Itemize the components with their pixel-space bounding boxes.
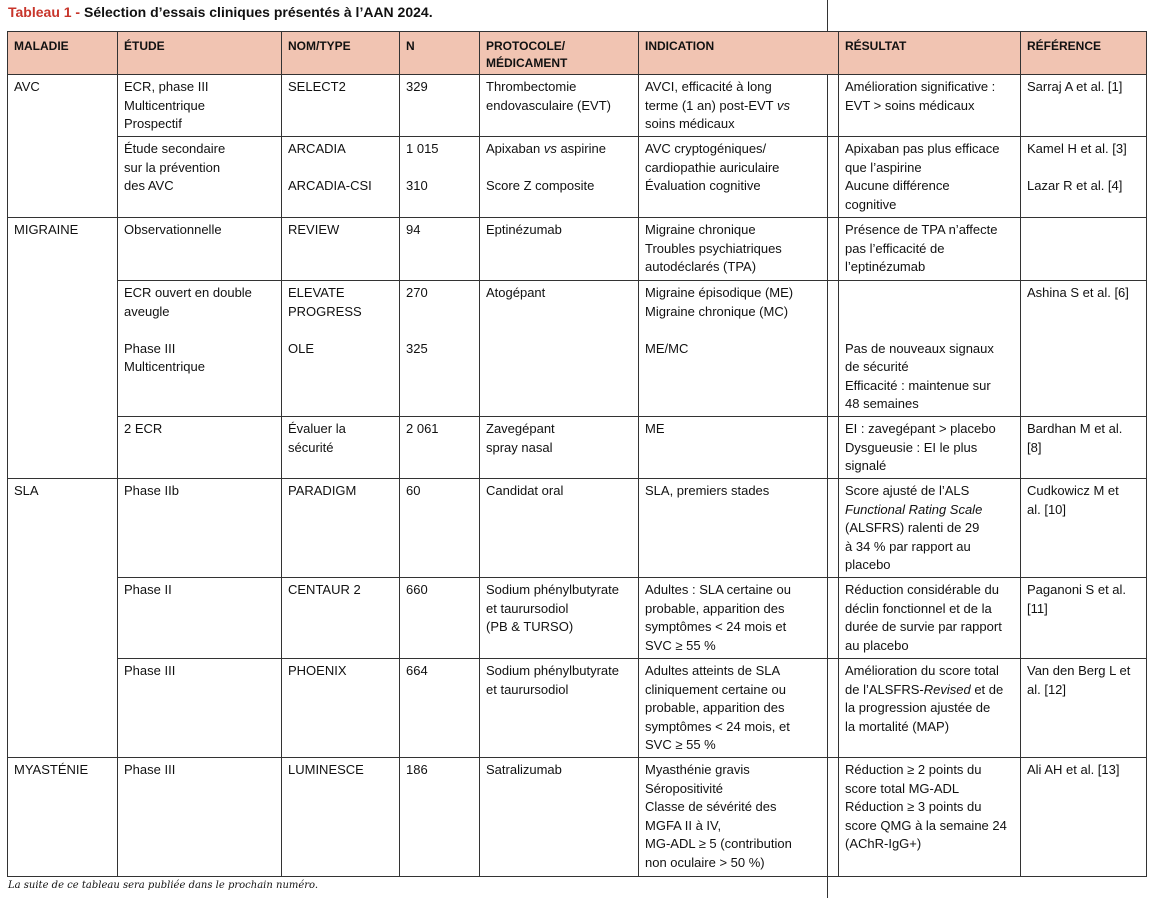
cell-protocole: Thrombectomie endovasculaire (EVT) bbox=[480, 75, 639, 137]
table-row bbox=[8, 137, 1147, 218]
cell-n: 270 325 bbox=[400, 281, 480, 417]
cell-resultat: EI : zavegépant > placebo Dysgueusie : EI le plus signalé bbox=[839, 417, 1021, 479]
cell-reference: Cudkowicz M et al. [10] bbox=[1021, 479, 1147, 578]
table-row bbox=[8, 659, 1147, 758]
header-protocole: PROTOCOLE/ MÉDICAMENT bbox=[480, 32, 639, 75]
header-etude: ÉTUDE bbox=[118, 32, 282, 75]
header-n: N bbox=[400, 32, 480, 75]
table-row bbox=[8, 75, 1147, 137]
cell-resultat: Amélioration significative : EVT > soins médicaux bbox=[839, 75, 1021, 137]
cell-nom: Évaluer la sécurité bbox=[282, 417, 400, 479]
table-title-text: Sélection d’essais cliniques présentés à l’AAN 2024. bbox=[83, 4, 433, 20]
cell-maladie: MIGRAINE bbox=[8, 218, 118, 479]
table-title-lead: Tableau 1 - bbox=[8, 4, 84, 20]
cell-protocole: Sodium phénylbutyrate et taurursodiol (PB & TURSO) bbox=[480, 578, 639, 659]
table-title bbox=[8, 4, 433, 20]
cell-etude: Phase III bbox=[118, 659, 282, 758]
cell-reference: Ali AH et al. [13] bbox=[1021, 758, 1147, 877]
cell-reference: Paganoni S et al. [11] bbox=[1021, 578, 1147, 659]
cell-indication: Myasthénie gravis Séropositivité Classe de sévérité des MGFA II à IV, MG-ADL ≥ 5 (contribution non oculaire > 50 %) bbox=[639, 758, 839, 877]
cell-etude: Phase II bbox=[118, 578, 282, 659]
cell-etude: Phase IIb bbox=[118, 479, 282, 578]
header-nom-type: NOM/TYPE bbox=[282, 32, 400, 75]
cell-reference: Sarraj A et al. [1] bbox=[1021, 75, 1147, 137]
cell-indication: Migraine chronique Troubles psychiatriques autodéclarés (TPA) bbox=[639, 218, 839, 281]
cell-nom: ARCADIA ARCADIA-CSI bbox=[282, 137, 400, 218]
cell-n: 1 015 310 bbox=[400, 137, 480, 218]
cell-n: 2 061 bbox=[400, 417, 480, 479]
cell-protocole: Eptinézumab bbox=[480, 218, 639, 281]
cell-resultat: Réduction considérable du déclin fonctionnel et de la durée de survie par rapport au placebo bbox=[839, 578, 1021, 659]
cell-nom: CENTAUR 2 bbox=[282, 578, 400, 659]
table-row bbox=[8, 758, 1147, 877]
header-row bbox=[8, 32, 1147, 75]
table-row bbox=[8, 479, 1147, 578]
cell-n: 329 bbox=[400, 75, 480, 137]
cell-protocole: Candidat oral bbox=[480, 479, 639, 578]
cell-indication: Adultes : SLA certaine ou probable, apparition des symptômes < 24 mois et SVC ≥ 55 % bbox=[639, 578, 839, 659]
cell-protocole: Satralizumab bbox=[480, 758, 639, 877]
table-row bbox=[8, 281, 1147, 417]
cell-indication: AVC cryptogéniques/ cardiopathie auriculaire Évaluation cognitive bbox=[639, 137, 839, 218]
cell-etude: Phase III bbox=[118, 758, 282, 877]
cell-n: 664 bbox=[400, 659, 480, 758]
cell-protocole: Atogépant bbox=[480, 281, 639, 417]
cell-n: 94 bbox=[400, 218, 480, 281]
table-row bbox=[8, 578, 1147, 659]
header-indication: INDICATION bbox=[639, 32, 839, 75]
header-resultat: RÉSULTAT bbox=[839, 32, 1021, 75]
cell-nom: SELECT2 bbox=[282, 75, 400, 137]
cell-nom: REVIEW bbox=[282, 218, 400, 281]
cell-nom: LUMINESCE bbox=[282, 758, 400, 877]
cell-protocole: Sodium phénylbutyrate et taurursodiol bbox=[480, 659, 639, 758]
cell-resultat: Pas de nouveaux signaux de sécurité Efficacité : maintenue sur 48 semaines bbox=[839, 281, 1021, 417]
cell-protocole: Zavegépant spray nasal bbox=[480, 417, 639, 479]
cell-maladie: SLA bbox=[8, 479, 118, 758]
cell-reference: Kamel H et al. [3] Lazar R et al. [4] bbox=[1021, 137, 1147, 218]
cell-etude: ECR, phase III Multicentrique Prospectif bbox=[118, 75, 282, 137]
cell-nom: PARADIGM bbox=[282, 479, 400, 578]
cell-reference bbox=[1021, 218, 1147, 281]
header-reference: RÉFÉRENCE bbox=[1021, 32, 1147, 75]
footnote: La suite de ce tableau sera publiée dans le prochain numéro. bbox=[8, 880, 319, 891]
clinical-trials-table bbox=[7, 31, 1147, 877]
cell-reference: Bardhan M et al. [8] bbox=[1021, 417, 1147, 479]
table-row bbox=[8, 417, 1147, 479]
cell-n: 60 bbox=[400, 479, 480, 578]
cell-n: 660 bbox=[400, 578, 480, 659]
cell-indication: AVCI, efficacité à long terme (1 an) post-EVT vs soins médicaux bbox=[639, 75, 839, 137]
cell-reference: Van den Berg L et al. [12] bbox=[1021, 659, 1147, 758]
table-row bbox=[8, 218, 1147, 281]
cell-maladie: AVC bbox=[8, 75, 118, 218]
header-maladie: MALADIE bbox=[8, 32, 118, 75]
cell-resultat: Amélioration du score total de l’ALSFRS-Revised et de la progression ajustée de la mortalité (MAP) bbox=[839, 659, 1021, 758]
cell-etude: Observationnelle bbox=[118, 218, 282, 281]
cell-etude: Étude secondaire sur la prévention des AVC bbox=[118, 137, 282, 218]
cell-resultat: Présence de TPA n’affecte pas l’efficacité de l’eptinézumab bbox=[839, 218, 1021, 281]
cell-reference: Ashina S et al. [6] bbox=[1021, 281, 1147, 417]
cell-indication: Migraine épisodique (ME) Migraine chronique (MC) ME/MC bbox=[639, 281, 839, 417]
cell-resultat: Score ajusté de l’ALS Functional Rating Scale (ALSFRS) ralenti de 29 à 34 % par rapport au placebo bbox=[839, 479, 1021, 578]
cell-protocole: Apixaban vs aspirine Score Z composite bbox=[480, 137, 639, 218]
cell-indication: ME bbox=[639, 417, 839, 479]
cell-etude: ECR ouvert en double aveugle Phase III Multicentrique bbox=[118, 281, 282, 417]
cell-nom: PHOENIX bbox=[282, 659, 400, 758]
cell-resultat: Réduction ≥ 2 points du score total MG-ADL Réduction ≥ 3 points du score QMG à la semaine 24 (AChR-IgG+) bbox=[839, 758, 1021, 877]
cell-resultat: Apixaban pas plus efficace que l’aspirine Aucune différence cognitive bbox=[839, 137, 1021, 218]
cell-n: 186 bbox=[400, 758, 480, 877]
cell-maladie: MYASTÉNIE bbox=[8, 758, 118, 877]
cell-etude: 2 ECR bbox=[118, 417, 282, 479]
cell-indication: Adultes atteints de SLA cliniquement certaine ou probable, apparition des symptômes < 24 mois, et SVC ≥ 55 % bbox=[639, 659, 839, 758]
cell-indication: SLA, premiers stades bbox=[639, 479, 839, 578]
cell-nom: ELEVATE PROGRESS OLE bbox=[282, 281, 400, 417]
